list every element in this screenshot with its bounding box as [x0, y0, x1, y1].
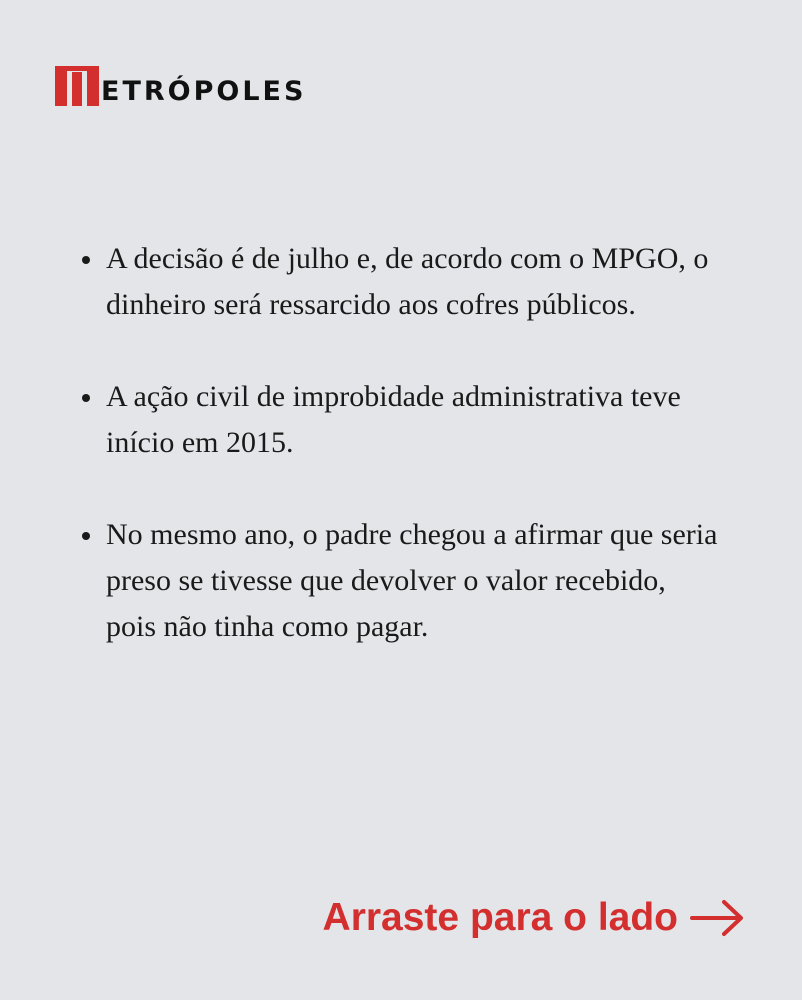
bullet-text: A decisão é de julho e, de acordo com o MPGO, o dinheiro será ressarcido aos cofres públicos.	[106, 242, 709, 321]
metropoles-logo	[55, 66, 306, 106]
metropoles-m-icon	[55, 66, 99, 106]
bullet-dot-icon	[82, 394, 90, 402]
list-item	[78, 236, 718, 328]
bullet-text: A ação civil de improbidade administrativa teve início em 2015.	[106, 380, 681, 459]
bullet-list	[78, 236, 718, 650]
bullet-dot-icon	[82, 256, 90, 264]
bullet-text: No mesmo ano, o padre chegou a afirmar que seria preso se tivesse que devolver o valor recebido, pois não tinha como pagar.	[106, 518, 718, 643]
swipe-prompt[interactable]	[323, 892, 746, 944]
bullet-dot-icon	[82, 532, 90, 540]
list-item	[78, 374, 718, 466]
list-item	[78, 512, 718, 650]
arrow-right-icon	[690, 898, 746, 938]
swipe-label: Arraste para o lado	[322, 896, 678, 939]
logo-wordmark: ETRÓPOLES	[101, 76, 307, 107]
